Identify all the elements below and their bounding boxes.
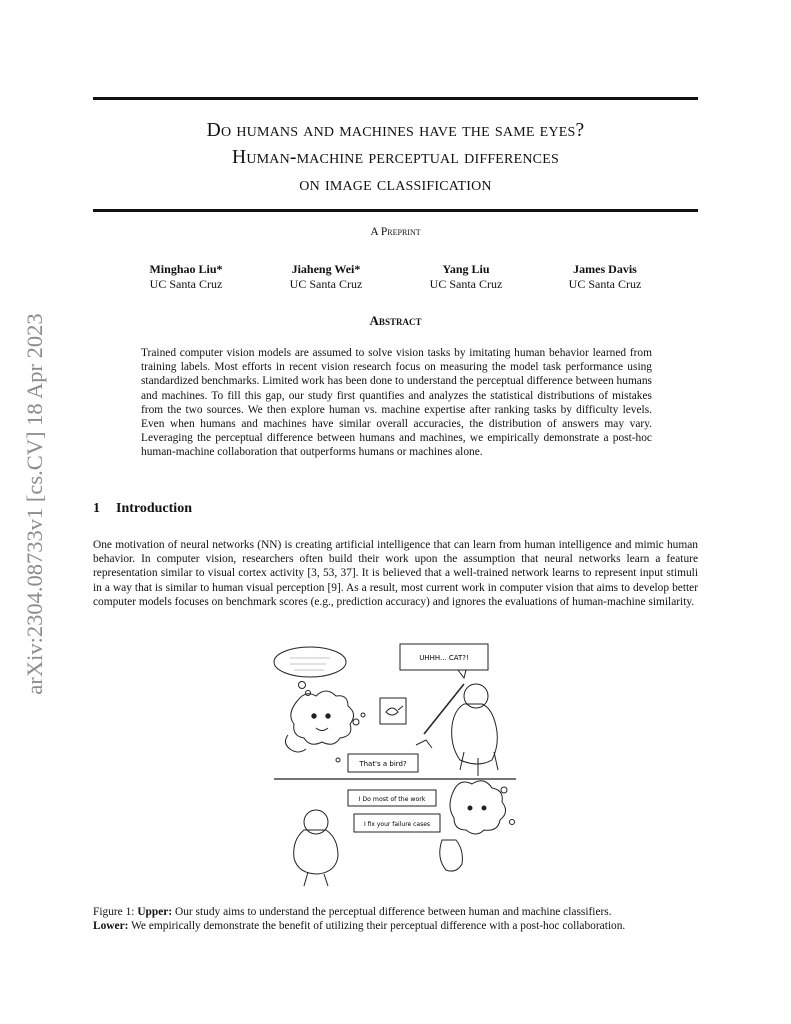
caption-lower-label: Lower:: [93, 920, 129, 933]
title-bottom-rule: [93, 209, 698, 212]
author-4: [525, 262, 685, 292]
author-affiliation: UC Santa Cruz: [429, 277, 503, 291]
caption-prefix: Figure 1:: [93, 906, 135, 918]
author-1: [106, 262, 266, 292]
bubble-text-bird: That's a bird?: [359, 760, 407, 768]
title-line-1: Do humans and machines have the same eyes?: [206, 120, 585, 141]
figure-1-caption: [93, 905, 703, 933]
title-line-3: on image classification: [299, 174, 492, 195]
bubble-text-cat: UHHH... CAT?!: [419, 654, 469, 662]
abstract-text: Trained computer vision models are assumed to solve vision tasks by imitating human behavior learned from training labels. Most efforts in recent vision research focus on measuring the model task performance using standardized benchmarks. Limited work has been done to understand the perceptual difference between humans and machines. To fill this gap, our study first quantifies and analyzes the statistical distributions of mistakes from the two sources. We then explore human vs. machine expertise after ranking tasks by difficulty levels. Even when humans and machines have similar overall accuracies, the distribution of answers may vary. Leveraging the perceptual difference between humans and machines, we empirically demonstrate a post-hoc human-machine collaboration that outperforms humans or machines alone.: [141, 347, 652, 459]
author-name: Minghao Liu*: [149, 262, 223, 276]
title-line-2: Human-machine perceptual differences: [232, 147, 559, 168]
author-affiliation: UC Santa Cruz: [289, 277, 363, 291]
section-number: 1: [93, 501, 100, 516]
author-name: Yang Liu: [442, 262, 490, 276]
section-title: Introduction: [116, 501, 192, 516]
author-name: Jiaheng Wei*: [291, 262, 361, 276]
machine-cloud-creature: [291, 691, 354, 744]
preprint-label: A Preprint: [370, 226, 421, 238]
author-3: [386, 262, 546, 292]
figure-1-cartoon: [268, 640, 523, 895]
bubble-text-fix: I fix your failure cases: [363, 821, 431, 828]
introduction-text: One motivation of neural networks (NN) is creating artificial intelligence that can learn from human intelligence and mimic human behavior. In computer vision, researchers often build their work upon the assumption that neural networks learn a feature representation similar to visual cortex activity [3, 53, 37]. It is believed that a well-trained network learns to represent input stimuli in a way that is similar to human visual perception [9]. As a result, most current work in computer vision that aims to develop better computer models focuses on benchmark scores (e.g., prediction accuracy) and ignores the evaluations of human-machine similarity.: [93, 539, 698, 608]
caption-lower-text: We empirically demonstrate the benefit of utilizing their perceptual difference with a post-hoc collaboration.: [131, 920, 626, 933]
title-top-rule: [93, 97, 698, 100]
thought-bubble-left: [274, 647, 346, 677]
caption-upper-text: Our study aims to understand the perceptual difference between human and machine classifiers.: [174, 906, 612, 918]
bird-image-frame: [380, 698, 406, 724]
author-name: James Davis: [573, 262, 637, 276]
abstract-heading: Abstract: [369, 313, 422, 328]
arxiv-identifier: arXiv:2304.08733v1 [cs.CV] 18 Apr 2023: [22, 313, 47, 695]
caveman-lower-body: [294, 830, 338, 874]
author-affiliation: UC Santa Cruz: [149, 277, 223, 291]
author-2: [246, 262, 406, 292]
section-heading: [93, 501, 192, 517]
author-affiliation: UC Santa Cruz: [568, 277, 642, 291]
machine-cloud-lower: [450, 781, 506, 834]
caption-upper-label: Upper:: [137, 906, 173, 918]
bubble-text-work: I Do most of the work: [358, 796, 426, 803]
caveman-body: [452, 704, 498, 764]
